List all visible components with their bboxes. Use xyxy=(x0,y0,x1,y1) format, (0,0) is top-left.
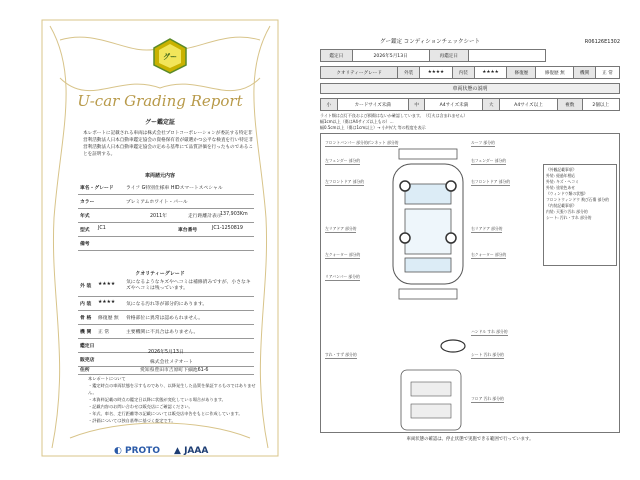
remarks-legend xyxy=(543,164,617,266)
ext-label: 外装 xyxy=(398,67,420,79)
vehicle-color-row xyxy=(78,194,254,209)
certificate-intro: 本レポートに記載される車両は株式会社プロトコーポレーションが委託する特定非営利活動法人日本自動車鑑定協会の資格保有者が厳選かつ公平な検査を行い特定非営利活動法人日本自動車鑑定協会の定める基準にて品質評価を行ったものであることを証明する。 xyxy=(83,131,253,157)
reprint-label: 再鑑定日 xyxy=(429,50,468,62)
size-cell: 小 xyxy=(321,99,338,111)
address-row xyxy=(78,364,254,375)
engine-value: 正 常 xyxy=(596,67,620,79)
diagram-label: 右フェンダー 部分的 xyxy=(471,158,507,163)
diagram-label: 左フロントドア 部分的 xyxy=(325,179,365,184)
quality-desc: 気になる汚れ等が部分的にあります。 xyxy=(126,302,208,307)
quality-row-exterior xyxy=(78,278,254,297)
vehicle-mileage-label: 走行距離計表示 xyxy=(188,214,222,219)
note-line: 幅1cm以上（傷はA4サイズ以上もの）… xyxy=(320,119,394,124)
vehicle-vin-value: JC1-1250819 xyxy=(212,226,243,231)
note-line: ・評価については独自基準に基づく査定です。 xyxy=(88,418,176,423)
vehicle-remarks-row xyxy=(78,236,254,251)
note-line: ・本資料記載の時点の鑑定日以降に状態が変化している場合があります。 xyxy=(88,397,226,402)
certificate-subtitle: グー鑑定証 xyxy=(144,119,175,126)
certificate-title: U-car Grading Report xyxy=(77,92,243,110)
grading-certificate xyxy=(40,18,280,458)
vehicle-remarks-label: 備考 xyxy=(80,242,90,247)
vehicle-year-value: 2011年 xyxy=(150,214,168,219)
diagram-label: すれ・すず 部分的 xyxy=(325,352,357,357)
diagram-label: フロア 汚れ 部分的 xyxy=(471,396,504,401)
diagram-label: 左クォーター 部分的 xyxy=(325,252,361,257)
vehicle-type-label: 型式 xyxy=(80,228,90,233)
quality-label: 外 装 xyxy=(80,284,92,289)
vehicle-name-value: ライフ G特別仕様車 HIDスマートスペシャル xyxy=(126,186,223,191)
size-legend-table xyxy=(320,98,620,111)
diagram-label: 左リアドア 部分的 xyxy=(325,226,357,231)
size-cell: 大 xyxy=(483,99,500,111)
diagram-label: 右フロントドア 部分的 xyxy=(471,179,511,184)
vehicle-color-value: プレミアムホワイト・パール xyxy=(126,200,188,205)
shop-value: 株式会社メテオート xyxy=(150,360,194,365)
vehicle-name-row xyxy=(78,180,254,195)
jaaa-mark-icon: ▲ xyxy=(174,446,181,456)
condition-check-sheet xyxy=(320,35,620,442)
vehicle-diagram-panel xyxy=(320,133,620,433)
status-heading: 車両状態の説明 xyxy=(320,83,620,94)
date-row xyxy=(78,340,254,353)
proto-logo: ◐ PROTO xyxy=(114,446,160,456)
diagram-label: ハンドル すれ 部分的 xyxy=(471,329,508,334)
quality-label: 骨 格 xyxy=(80,316,92,321)
vehicle-type-row xyxy=(78,222,254,237)
legend-line: 《内装記載事項》 xyxy=(546,203,577,208)
sheet-id: R06126E1302 xyxy=(584,39,620,45)
quality-desc: 骨格部位に異常は認められません。 xyxy=(126,316,204,321)
note-line: ・年式、車名、走行距離等の記載については販売店申告をもとに作成しています。 xyxy=(88,411,243,416)
int-label: 内装 xyxy=(452,67,474,79)
quality-label: 内 装 xyxy=(80,302,92,307)
date-label: 鑑定日 xyxy=(321,50,353,62)
quality-value: ★★★★ xyxy=(98,282,116,287)
address-label: 住所 xyxy=(80,368,90,373)
legend-line: 内装: 天張り汚れ 部分的 xyxy=(546,209,588,214)
date-value: 2026年5月13日 xyxy=(352,50,429,62)
vehicle-color-label: カラー xyxy=(80,200,95,205)
vehicle-vin-label: 車台番号 xyxy=(178,228,198,233)
size-cell: 2個以上 xyxy=(582,99,620,111)
quality-row-engine xyxy=(78,324,254,339)
size-cell: A4サイズ以上 xyxy=(500,99,558,111)
legend-line: 外装: 塗装色あせ xyxy=(546,185,576,190)
quality-desc: 主要機関に不具合はありません。 xyxy=(126,330,199,335)
sheet-footer: 車両状態の確認は、停止状態で実施できる範囲で行っています。 xyxy=(406,437,534,442)
vehicle-type-value: JC1 xyxy=(98,226,106,231)
legend-line: 外装: 経過年相応 xyxy=(546,173,576,178)
note-line: ・記載内容のお問い合わせは販売店にご確認ください。 xyxy=(88,404,193,409)
vehicle-year-label: 年式 xyxy=(80,214,90,219)
svg-text:グー: グー xyxy=(163,53,177,61)
vehicle-year-row xyxy=(78,208,254,223)
quality-row-interior xyxy=(78,296,254,311)
diagram-label: フロントバンパー 部分的 xyxy=(325,140,368,145)
diagram-label: ルーフ 部分的 xyxy=(471,140,495,145)
sheet-title: グー鑑定 コンディションチェックシート xyxy=(379,39,481,45)
diagram-label: リアバンパー 部分的 xyxy=(325,274,360,279)
legend-line: 《外観記載事項》 xyxy=(546,167,577,172)
size-cell: 中 xyxy=(408,99,425,111)
legend-line: シート: 汚れ・すれ 部分的 xyxy=(546,215,592,220)
quality-label: クオリティーグレード xyxy=(321,67,398,79)
diagram-label: シート 汚れ 部分的 xyxy=(471,352,504,357)
quality-row-frame xyxy=(78,310,254,325)
shop-label: 販売店 xyxy=(80,358,95,363)
vehicle-mileage-value: 137,903Km xyxy=(220,212,248,217)
quality-label: 機 関 xyxy=(80,330,92,335)
date-table xyxy=(320,49,546,62)
vehicle-name-label: 車名・グレード xyxy=(80,186,114,191)
size-cell: A4サイズ未満 xyxy=(425,99,483,111)
legend-line: 《ウィンドウ類の状態》 xyxy=(546,191,588,196)
vehicle-heading: 車両諸元内容 xyxy=(144,173,175,179)
size-cell: 複数 xyxy=(558,99,582,111)
size-cell: カードサイズ未満 xyxy=(337,99,408,111)
date-value: 2026年5月13日 xyxy=(148,350,184,355)
report-notes xyxy=(88,375,258,424)
quality-desc: 気になるようなキズやへコミは補修済みですが、小さなキズやへコミは残っています。 xyxy=(126,280,251,291)
address-value: 愛知県豊田市吉原町下細池61-6 xyxy=(140,368,209,373)
quality-value: 正 常 xyxy=(98,330,110,335)
reprint-value xyxy=(469,50,546,62)
date-label: 鑑定日 xyxy=(80,344,95,349)
quality-value: ★★★★ xyxy=(98,300,116,305)
diagram-label: 左フェンダー 部分的 xyxy=(325,158,361,163)
diagram-label: ボンネット 部分的 xyxy=(367,140,399,145)
goo-kantei-logo xyxy=(152,38,188,74)
note-line: 本レポートについて xyxy=(88,376,126,381)
quality-heading: クオリティーグレード xyxy=(135,271,185,277)
diagram-label: 右リアドア 部分的 xyxy=(471,226,503,231)
repair-label: 修復歴 xyxy=(507,67,536,79)
jaaa-logo: ▲ JAAA xyxy=(174,446,209,456)
quality-value: 修復歴 無 xyxy=(98,316,119,321)
sheet-notes xyxy=(320,113,620,131)
ext-value: ★★★★ xyxy=(420,67,453,79)
note-line: 幅0.5cm以上（傷は1cm以上）→ 小/中/大 等の程度を表示 xyxy=(320,125,426,130)
diagram-label: 右クォーター 部分的 xyxy=(471,252,507,257)
repair-value: 修復歴 無 xyxy=(536,67,574,79)
legend-line: フロントウィンドウ 飛び石傷 部分的 xyxy=(546,197,609,202)
proto-mark-icon: ◐ xyxy=(114,446,122,456)
note-line: ライト類は点灯不良および損傷はないか確認しています。（灯火は含まれません） xyxy=(320,113,468,118)
note-line: ・鑑定時点の車両状態を示すものであり、以降発生した品質を保証するものではありません。 xyxy=(88,383,256,395)
int-value: ★★★★ xyxy=(474,67,507,79)
grade-table xyxy=(320,66,620,79)
legend-line: 外装: キズ・へコミ xyxy=(546,179,579,184)
engine-label: 機関 xyxy=(574,67,596,79)
